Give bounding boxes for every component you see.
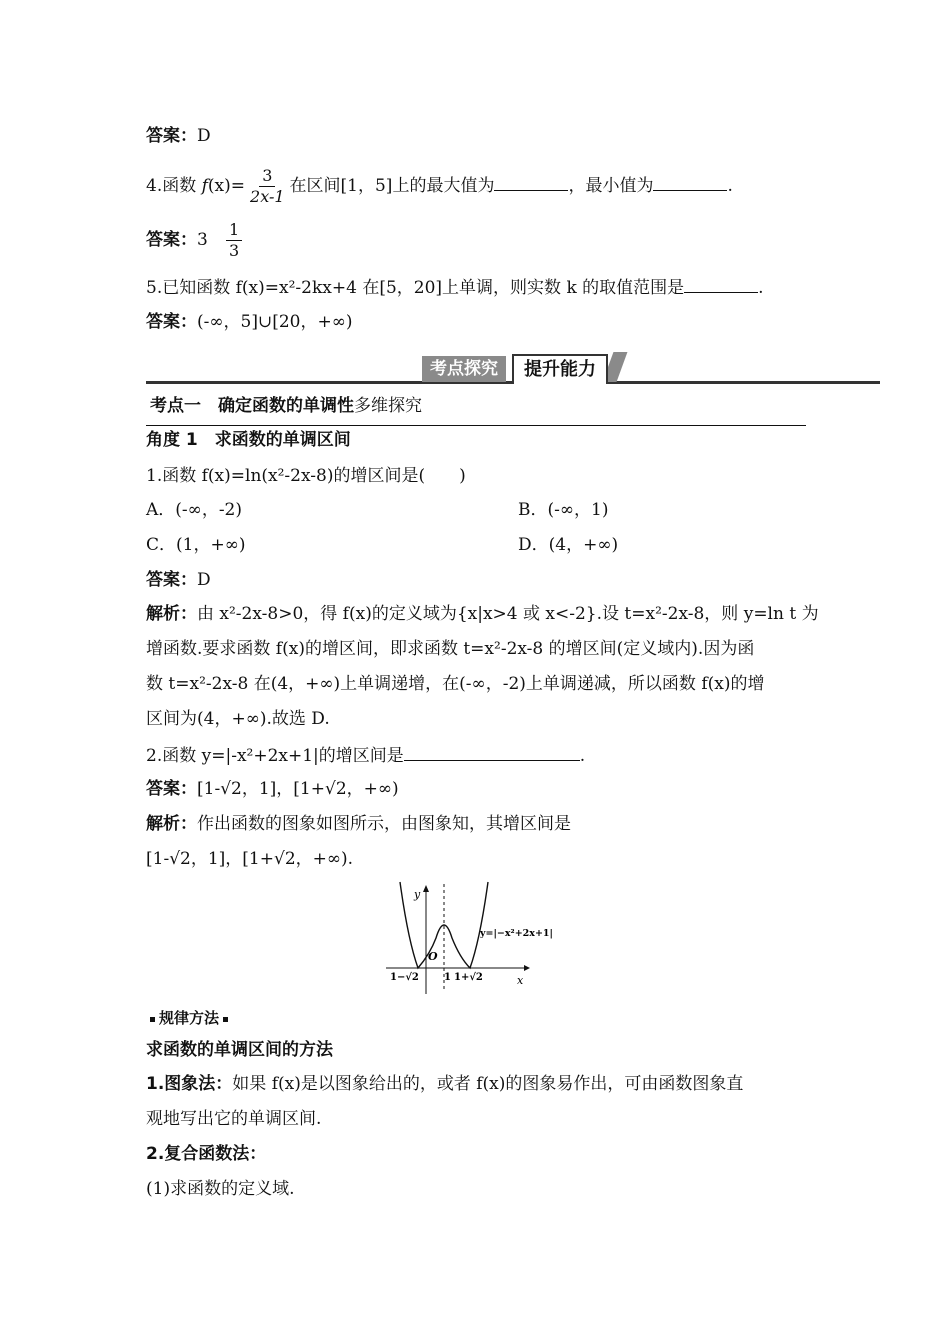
method-tag-text: 规律方法	[159, 1009, 220, 1027]
y-axis-arrow	[423, 885, 429, 892]
q4-prefix: 4.函数	[146, 176, 202, 196]
answer-1	[146, 568, 211, 592]
q5-end: .	[758, 278, 764, 298]
tag-dot-right	[223, 1017, 228, 1022]
answer4-frac-num: 1	[226, 220, 242, 241]
answer2-value: [1-√2，1]，[1+√2，+∞)	[197, 779, 399, 799]
method-item-1-line-2: 观地写出它的单调区间.	[146, 1109, 322, 1129]
answer4-value: 3	[197, 230, 208, 250]
origin-label: O	[428, 950, 438, 963]
method-item-1	[146, 1072, 743, 1096]
analysis-2-line-1	[146, 812, 571, 836]
answer-label: 答案：	[146, 126, 197, 146]
analysis1-label: 解析：	[146, 604, 197, 624]
question-4	[146, 166, 733, 207]
question-5	[146, 274, 764, 300]
function-graph	[384, 880, 574, 996]
answer4-label: 答案：	[146, 230, 197, 250]
answer-value: D	[197, 126, 211, 146]
question-1	[146, 464, 466, 488]
analysis-2-line-2: [1-√2，1]，[1+√2，+∞).	[146, 849, 354, 869]
answer4-fraction	[226, 220, 242, 261]
q1-option-a[interactable]: A．(-∞，-2)	[146, 500, 243, 520]
answer5-value: (-∞，5]∪[20，+∞)	[197, 312, 353, 332]
curve-label: y=|−x²+2x+1|	[480, 928, 553, 939]
section-subtitle: 多维探究	[354, 396, 422, 416]
answer-2	[146, 777, 399, 801]
q4-blank-max[interactable]	[494, 172, 568, 191]
q1-option-b[interactable]: B．(-∞，1)	[518, 500, 609, 520]
q4-fx: f	[201, 176, 208, 196]
q4-mid: 在区间[1，5]上的最大值为	[289, 176, 495, 196]
answer1-label: 答案：	[146, 570, 197, 590]
method-item-2	[146, 1142, 266, 1166]
banner-left-label: 考点探究	[422, 356, 506, 382]
y-axis-label: y	[414, 888, 421, 901]
q1-stem: 1.函数 f(x)=ln(x²-2x-8)的增区间是( )	[146, 466, 466, 486]
section-divider	[146, 425, 806, 426]
question-2	[146, 742, 585, 768]
angle-title	[146, 428, 351, 452]
answer5-label: 答案：	[146, 312, 197, 332]
q4-frac-num: 3	[259, 166, 275, 187]
tick-left-label: 1−√2	[390, 972, 419, 983]
method-item1-label: 1.图象法：	[146, 1074, 233, 1094]
analysis-1-line-4: 区间为(4，+∞).故选 D.	[146, 709, 330, 729]
x-axis-label: x	[517, 974, 524, 987]
method-tag	[146, 1006, 232, 1030]
q2-end: .	[579, 746, 586, 766]
method-item2-label: 2.复合函数法：	[146, 1144, 267, 1164]
analysis2-text-1: 作出函数的图象如图所示，由图象知，其增区间是	[197, 814, 571, 834]
q4-frac-den: 2x-1	[250, 187, 285, 206]
q4-sep: ，最小值为	[568, 176, 654, 196]
angle-title-text: 角度 1 求函数的单调区间	[146, 430, 351, 450]
tick-right-label: 1+√2	[454, 972, 483, 983]
x-axis-arrow	[524, 965, 530, 971]
analysis1-text-1: 由 x²-2x-8>0，得 f(x)的定义域为{x|x>4 或 x<-2}.设 t=x²-2x-8，则 y=ln t 为	[197, 604, 819, 624]
q2-stem: 2.函数 y=|-x²+2x+1|的增区间是	[146, 746, 404, 766]
method-item-2-sub-1: (1)求函数的定义域.	[146, 1179, 295, 1199]
analysis-1-line-1	[146, 602, 819, 626]
q2-blank[interactable]	[404, 742, 580, 761]
q4-end: .	[727, 176, 733, 196]
tag-dot-left	[150, 1017, 155, 1022]
q1-option-c[interactable]: C．(1，+∞)	[146, 535, 246, 555]
method-item1-text-1: 如果 f(x)是以图象给出的，或者 f(x)的图象易作出，可由函数图象直	[232, 1074, 744, 1094]
q4-fx-arg: (x)=	[207, 176, 246, 196]
answer1-value: D	[197, 570, 211, 590]
q4-fraction	[247, 166, 288, 207]
tick-one-label: 1	[444, 972, 451, 983]
analysis2-label: 解析：	[146, 814, 197, 834]
section-title-text: 考点一 确定函数的单调性	[150, 396, 354, 416]
q1-option-d[interactable]: D．(4，+∞)	[518, 535, 619, 555]
q5-blank[interactable]	[684, 274, 758, 293]
answer-4	[146, 220, 244, 261]
answer-5	[146, 310, 353, 334]
analysis-1-line-2: 增函数.要求函数 f(x)的增区间，即求函数 t=x²-2x-8 的增区间(定义域内).因为函	[146, 639, 755, 659]
section-title	[150, 394, 422, 418]
answer2-label: 答案：	[146, 779, 197, 799]
method-title	[146, 1038, 333, 1062]
analysis-1-line-3: 数 t=x²-2x-8 在(4，+∞)上单调递增，在(-∞，-2)上单调递减，所以函数 f(x)的增	[146, 674, 765, 694]
section-banner	[146, 352, 880, 386]
q4-blank-min[interactable]	[653, 172, 727, 191]
q5-text: 5.已知函数 f(x)=x²-2kx+4 在[5，20]上单调，则实数 k 的取值范围是	[146, 278, 685, 298]
answer4-frac-den: 3	[229, 241, 240, 260]
method-title-text: 求函数的单调区间的方法	[146, 1040, 333, 1060]
banner-right-label: 提升能力	[512, 354, 608, 384]
answer-prev	[146, 124, 211, 148]
